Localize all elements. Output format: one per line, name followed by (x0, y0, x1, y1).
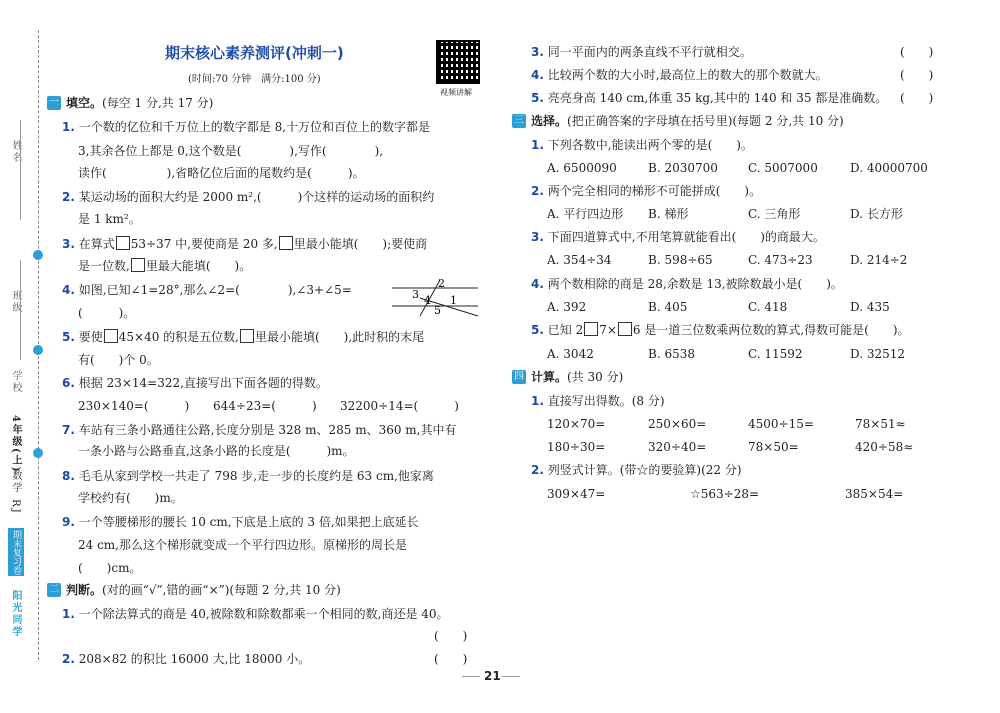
calc-item: 78×50= (748, 440, 799, 454)
fill-q6 (62, 375, 328, 391)
q-number: 1. (62, 607, 75, 621)
fill-q9-line-b: 24 cm,那么这个梯形就变成一个平行四边形。原梯形的周长是 (78, 538, 408, 552)
choice-q2-opt-a[interactable]: A. 平行四边形 (547, 207, 624, 221)
judge-q2 (62, 651, 310, 667)
choice-q1-opt-a[interactable]: A. 6500090 (547, 161, 617, 175)
angle-label-4: 4 (424, 294, 431, 307)
choice-q1 (531, 137, 753, 153)
calc-item: 320÷40= (648, 440, 707, 454)
calc-item: ☆563÷28= (690, 487, 760, 501)
section-3-title-text: 选择。 (531, 114, 568, 128)
section-4-badge: 四 (514, 371, 524, 382)
fill-q6-line-a: 根据 23×14=322,直接写出下面各题的得数。 (78, 376, 328, 390)
choice-q5-opt-d[interactable]: D. 32512 (850, 347, 905, 361)
fill-q7-line-b: 一条小路与公路垂直,这条小路的长度是( )m。 (78, 444, 355, 458)
calc-item: 4500÷15= (748, 417, 814, 431)
name-label: 姓名 (10, 140, 21, 164)
name-line (20, 120, 21, 220)
section-2-note: (对的画“√”,错的画“×”)(每题 2 分,共 10 分) (102, 583, 341, 597)
fill-q5-text-2: 45×40 的积是五位数, (118, 330, 239, 344)
judge-q5-answer[interactable]: ( ) (900, 91, 934, 105)
page-number-rule-left (462, 676, 480, 677)
judge-q3 (531, 44, 752, 60)
binding-dot (33, 345, 43, 355)
fill-q9-line-c: ( )cm。 (78, 561, 142, 575)
choice-q1-opt-d[interactable]: D. 40000700 (850, 161, 928, 175)
choice-q3-text: 下面四道算式中,不用笔算就能看出( )的商最大。 (547, 230, 825, 244)
fill-q5-line-b: 有( )个 0。 (78, 353, 159, 367)
q-number: 1. (531, 138, 544, 152)
fill-q3-text-1: 在算式 (78, 237, 115, 251)
calc-q1 (531, 393, 665, 409)
choice-q3-opt-c[interactable]: C. 473÷23 (748, 253, 813, 267)
fill-q3-text-3: 里最小能填( );要使商 (293, 237, 428, 251)
choice-q3-opt-a[interactable]: A. 354÷34 (547, 253, 612, 267)
judge-q3-text: 同一平面内的两条直线不平行就相交。 (547, 45, 752, 59)
choice-q5-text-1: 已知 2 (547, 323, 584, 337)
choice-q4 (531, 276, 843, 292)
section-1-badge: 一 (49, 97, 59, 108)
blank-box[interactable] (618, 322, 632, 336)
fill-q3-text-4: 是一位数, (78, 259, 130, 273)
choice-q5-opt-c[interactable]: C. 11592 (748, 347, 803, 361)
book-grade: 4年级(上) (10, 415, 21, 474)
binding-dot (33, 250, 43, 260)
fill-q1-line-b: 3,其余各位上都是 0,这个数是( ),写作( ), (78, 144, 384, 158)
page-number-rule-right (502, 676, 520, 677)
choice-q3 (531, 229, 825, 245)
q-number: 3. (62, 237, 75, 251)
calc-item: 420÷58≈ (855, 440, 914, 454)
choice-q2 (531, 183, 761, 199)
angle-label-3: 3 (412, 288, 419, 301)
fill-q6-item-1: 230×140=( ) (78, 399, 190, 413)
blank-box[interactable] (116, 236, 130, 250)
binding-dot (33, 448, 43, 458)
choice-q4-opt-b[interactable]: B. 405 (648, 300, 688, 314)
q-number: 5. (531, 91, 544, 105)
qr-code[interactable] (436, 40, 480, 84)
q-number: 2. (62, 652, 75, 666)
q-number: 1. (531, 394, 544, 408)
judge-q5-text: 亮亮身高 140 cm,体重 35 kg,其中的 140 和 35 都是准确数。 (547, 91, 888, 105)
fill-q4-line-b: ( )。 (78, 306, 136, 320)
class-line (20, 260, 21, 360)
q-number: 2. (531, 184, 544, 198)
fill-q2 (62, 189, 434, 205)
section-2-title-text: 判断。 (66, 583, 103, 597)
choice-q5-opt-b[interactable]: B. 6538 (648, 347, 695, 361)
choice-q4-opt-d[interactable]: D. 435 (850, 300, 890, 314)
choice-q4-opt-c[interactable]: C. 418 (748, 300, 788, 314)
fill-q6-item-2: 644÷23=( ) (213, 399, 317, 413)
fill-q8-line-a: 毛毛从家到学校一共走了 798 步,走一步的长度约是 63 cm,他家离 (78, 469, 434, 483)
section-4-title (531, 369, 623, 385)
section-1-title-text: 填空。 (66, 96, 103, 110)
school-label: 学校 (10, 370, 21, 394)
judge-q5 (531, 90, 887, 106)
fill-q4-line-a: 如图,已知∠1=28°,那么∠2=( ),∠3+∠5= (78, 283, 352, 297)
choice-q5-opt-a[interactable]: A. 3042 (547, 347, 594, 361)
section-3-note: (把正确答案的字母填在括号里)(每题 2 分,共 10 分) (567, 114, 844, 128)
choice-q4-opt-a[interactable]: A. 392 (547, 300, 587, 314)
fill-q1 (62, 119, 430, 135)
fill-q6-item-3: 32200÷14=( ) (340, 399, 459, 413)
q-number: 2. (62, 190, 75, 204)
choice-q2-opt-b[interactable]: B. 梯形 (648, 207, 689, 221)
calc-item: 78×51≈ (855, 417, 906, 431)
blank-box[interactable] (279, 236, 293, 250)
calc-q2 (531, 462, 742, 478)
fill-q8-line-b: 学校约有( )m。 (78, 491, 183, 505)
judge-q2-text: 208×82 的积比 16000 大,比 18000 小。 (78, 652, 311, 666)
fill-q7 (62, 422, 457, 438)
choice-q3-opt-b[interactable]: B. 598÷65 (648, 253, 713, 267)
judge-q3-answer[interactable]: ( ) (900, 45, 934, 59)
fill-q1-line-a: 一个数的亿位和千万位上的数字都是 8,十万位和百位上的数字都是 (78, 120, 431, 134)
section-2-title (66, 582, 341, 598)
calc-item: 120×70= (547, 417, 606, 431)
judge-q2-answer[interactable]: ( ) (434, 652, 468, 666)
fill-q3 (62, 236, 427, 252)
page-number: 21 (484, 669, 501, 683)
fill-q9 (62, 514, 419, 530)
q-number: 4. (531, 277, 544, 291)
fill-q5-text-1: 要使 (78, 330, 103, 344)
fill-q5 (62, 329, 424, 345)
blank-box[interactable] (104, 329, 118, 343)
choice-q2-text: 两个完全相同的梯形不可能拼成( )。 (547, 184, 762, 198)
book-subject: 数学 RJ (10, 470, 21, 515)
calc-q1-text: 直接写出得数。(8 分) (547, 394, 665, 408)
choice-q5-text-3: 6 是一道三位数乘两位数的算式,得数可能是( )。 (632, 323, 910, 337)
q-number: 9. (62, 515, 75, 529)
qr-caption: 视频讲解 (440, 88, 472, 97)
choice-q4-text: 两个数相除的商是 28,余数是 13,被除数最小是( )。 (547, 277, 843, 291)
section-3-title (531, 113, 844, 129)
section-1-note: (每空 1 分,共 17 分) (102, 96, 214, 110)
fill-q3-text-2: 53÷37 中,要使商是 20 多, (130, 237, 278, 251)
class-label: 班级 (10, 290, 21, 314)
fill-q8 (62, 468, 434, 484)
blank-box[interactable] (240, 329, 254, 343)
calc-item: 309×47= (547, 487, 606, 501)
angle-label-5: 5 (434, 304, 441, 317)
judge-q4-answer[interactable]: ( ) (900, 68, 934, 82)
q-number: 1. (62, 120, 75, 134)
fill-q3-line-b (78, 258, 251, 274)
judge-q4-text: 比较两个数的大小时,最高位上的数大的那个数就大。 (547, 68, 828, 82)
q-number: 3. (531, 45, 544, 59)
fill-q2-line-b: 是 1 km²。 (78, 212, 141, 226)
fill-q5-text-3: 里最小能填( ),此时积的末尾 (255, 330, 425, 344)
judge-q4 (531, 67, 828, 83)
judge-q1-text: 一个除法算式的商是 40,被除数和除数都乘一个相同的数,商还是 40。 (78, 607, 449, 621)
fill-q2-line-a: 某运动场的面积大约是 2000 m²,( )个这样的运动场的面积约 (78, 190, 435, 204)
book-series: 期末复习卷 (11, 530, 21, 575)
section-4-title-text: 计算。 (531, 370, 568, 384)
brand-logo: 阳光同学 (10, 590, 21, 638)
calc-item: 180÷30= (547, 440, 606, 454)
section-1-title (66, 95, 213, 111)
angle-label-1: 1 (450, 294, 457, 307)
calc-item: 250×60= (648, 417, 707, 431)
q-number: 3. (531, 230, 544, 244)
page-title: 期末核心素养测评(冲刺一) (165, 44, 344, 62)
blank-box[interactable] (584, 322, 598, 336)
q-number: 6. (62, 376, 75, 390)
q-number: 5. (62, 330, 75, 344)
fill-q1-line-c: 读作( ),省略亿位后面的尾数约是( )。 (78, 166, 365, 180)
q-number: 5. (531, 323, 544, 337)
choice-q1-opt-b[interactable]: B. 2030700 (648, 161, 718, 175)
blank-box[interactable] (131, 258, 145, 272)
choice-q1-text: 下列各数中,能读出两个零的是( )。 (547, 138, 753, 152)
fill-q7-line-a: 车站有三条小路通往公路,长度分别是 328 m、285 m、360 m,其中有 (78, 423, 457, 437)
choice-q5-text-2: 7× (599, 323, 617, 337)
choice-q1-opt-c[interactable]: C. 5007000 (748, 161, 818, 175)
section-4-note: (共 30 分) (567, 370, 624, 384)
section-3-badge: 三 (514, 115, 524, 126)
page-subtitle: (时间:70 分钟 满分:100 分) (188, 74, 321, 85)
angle-figure (390, 278, 480, 318)
choice-q2-opt-c[interactable]: C. 三角形 (748, 207, 801, 221)
q-number: 4. (531, 68, 544, 82)
section-2-badge: 二 (49, 584, 59, 595)
choice-q2-opt-d[interactable]: D. 长方形 (850, 207, 903, 221)
q-number: 4. (62, 283, 75, 297)
choice-q5 (531, 322, 910, 338)
q-number: 7. (62, 423, 75, 437)
calc-item: 385×54= (845, 487, 904, 501)
judge-q1-answer[interactable]: ( ) (434, 629, 468, 643)
angle-label-2: 2 (438, 278, 445, 290)
calc-q2-text: 列竖式计算。(带☆的要验算)(22 分) (547, 463, 742, 477)
fill-q3-text-5: 里最大能填( )。 (145, 259, 252, 273)
fill-q4 (62, 282, 352, 298)
q-number: 8. (62, 469, 75, 483)
fill-q9-line-a: 一个等腰梯形的腰长 10 cm,下底是上底的 3 倍,如果把上底延长 (78, 515, 419, 529)
choice-q3-opt-d[interactable]: D. 214÷2 (850, 253, 908, 267)
q-number: 2. (531, 463, 544, 477)
judge-q1 (62, 606, 449, 622)
